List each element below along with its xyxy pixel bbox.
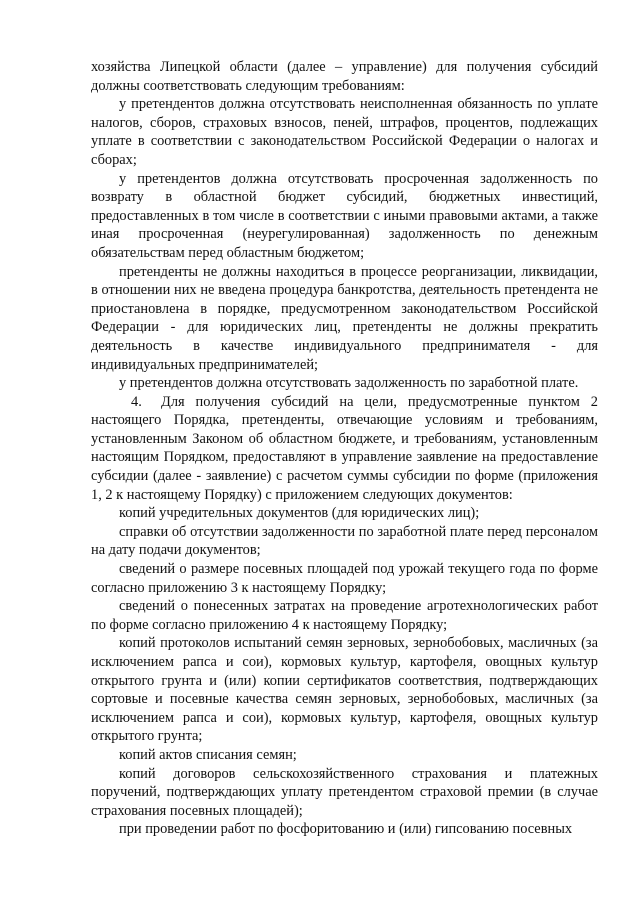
requirement-salary-debt: у претендентов должна отсутствовать задолженность по заработной плате. [119, 375, 579, 392]
document-item: при проведении работ по фосфоритованию и (или) гипсованию посевных [119, 821, 573, 838]
clause-4-text: Для получения субсидий на цели, предусмотренные пунктом 2 настоящего Порядка, претенденты, отвечающие условиям и требованиям, установленным Законом об областном бюджете, и требованиям, установленным настоящим Порядком, предоставляют в управление заявление на предоставление субсидии (далее - заявление) с расчетом суммы субсидии по форме (приложения 1, 2 к настоящему Порядку) с приложением следующих документов: [91, 393, 598, 503]
document-item: справки об отсутствии задолженности по заработной плате перед персоналом на дату подачи документов; [91, 523, 598, 559]
clause-number: 4. [131, 393, 142, 410]
paragraph-intro: хозяйства Липецкой области (далее – управление) для получения субсидий должны соответствовать следующим требованиям: [91, 59, 598, 94]
document-item: копий актов списания семян; [119, 746, 297, 763]
requirement-taxes: у претендентов должна отсутствовать неисполненная обязанность по уплате налогов, сборов, страховых взносов, пеней, штрафов, процентов, подлежащих уплате в соответствии с законодательством Российской Федерации о налогах и сборах; [91, 96, 598, 168]
document-item: копий учредительных документов (для юридических лиц); [119, 505, 480, 522]
document-item: копий договоров сельскохозяйственного страхования и платежных поручений, подтверждающих уплату претендентом страховой премии (в случае страхования посевных площадей); [91, 765, 598, 819]
requirement-budget-debt: у претендентов должна отсутствовать просроченная задолженность по возврату в областной бюджет субсидий, бюджетных инвестиций, предоставленных в том числе в соответствии с иными правовыми актами, а также иная просроченная (неурегулированная) задолженность по денежным обязательствам перед областным бюджетом; [91, 170, 598, 261]
document-item: сведений о понесенных затратах на проведение агротехнологических работ по форме согласно приложению 4 к настоящему Порядку; [91, 598, 598, 633]
document-page [91, 58, 598, 839]
requirement-reorganization: претенденты не должны находиться в процессе реорганизации, ликвидации, в отношении них не введена процедура банкротства, деятельность претендента не приостановлена в порядке, предусмотренном законодательством Российской Федерации - для юридических лиц, претенденты не должны прекратить деятельность в качестве индивидуального предпринимателя - для индивидуальных предпринимателей; [91, 263, 598, 373]
document-item: сведений о размере посевных площадей под урожай текущего года по форме согласно приложению 3 к настоящему Порядку; [91, 561, 598, 596]
clause-4 [91, 393, 598, 505]
document-item: копий протоколов испытаний семян зерновых, зернобобовых, масличных (за исключением рапса и сои), кормовых культур, картофеля, овощных культур открытого грунта и (или) копии сертификатов соответствия, подтверждающих сортовые и посевные качества семян зерновых, зернобобовых, масличных (за исключением рапса и сои), кормовых культур, картофеля, овощных культур открытого грунта; [91, 635, 598, 745]
